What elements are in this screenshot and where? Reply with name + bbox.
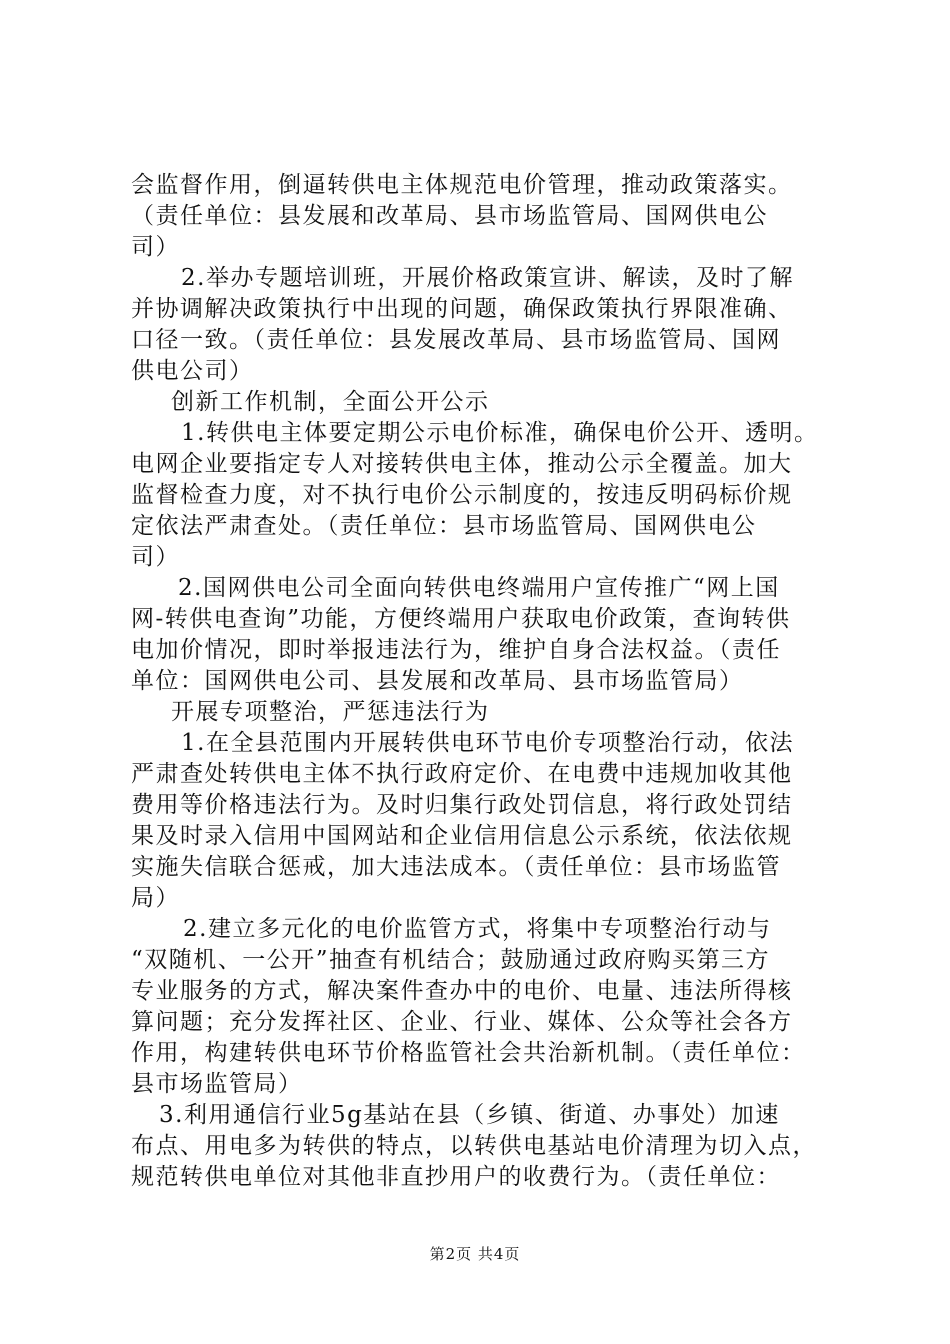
body-line: 严肃查处转供电主体不执行政府定价、在电费中违规加收其他 — [131, 761, 793, 787]
body-line: “双随机、一公开”抽查有机结合；鼓励通过政府购买第三方 — [131, 947, 771, 973]
body-line: 网-转供电查询”功能，方便终端用户获取电价政策，查询转供 — [131, 606, 791, 632]
body-line: 并协调解决政策执行中出现的问题，确保政策执行界限准确、 — [131, 296, 793, 322]
body-line: 费用等价格违法行为。及时归集行政处罚信息，将行政处罚结 — [131, 792, 793, 818]
paragraph-start: 2.建立多元化的电价监管方式，将集中专项整治行动与 — [183, 916, 772, 942]
body-line: 会监督作用，倒逼转供电主体规范电价管理，推动政策落实。 — [131, 172, 793, 198]
section-heading: 开展专项整治，严惩违法行为 — [171, 699, 490, 725]
body-line: 算问题；充分发挥社区、企业、行业、媒体、公众等社会各方 — [131, 1009, 793, 1035]
body-line: 电网企业要指定专人对接转供电主体，推动公示全覆盖。加大 — [131, 451, 793, 477]
paragraph-start: 2.国网供电公司全面向转供电终端用户宣传推广“网上国 — [178, 575, 780, 601]
body-line: 专业服务的方式，解决案件查办中的电价、电量、违法所得核 — [131, 978, 793, 1004]
body-line: 电加价情况，即时举报违法行为，维护自身合法权益。（责任 — [131, 637, 781, 663]
paragraph-start: 2.举办专题培训班，开展价格政策宣讲、解读，及时了解 — [181, 265, 794, 291]
body-line: 供电公司） — [131, 358, 254, 384]
body-line: 定依法严肃查处。（责任单位：县市场监管局、国网供电公 — [131, 513, 757, 539]
body-line: 作用，构建转供电环节价格监管社会共治新机制。（责任单位： — [131, 1040, 806, 1066]
body-line: 口径一致。（责任单位：县发展改革局、县市场监管局、国网 — [131, 327, 781, 353]
body-line: 布点、用电多为转供的特点，以转供电基站电价清理为切入点， — [131, 1133, 817, 1159]
body-line: 局） — [131, 885, 180, 911]
body-line: 监督检查力度，对不执行电价公示制度的，按违反明码标价规 — [131, 482, 793, 508]
document-body — [131, 170, 831, 1193]
body-line: 司） — [131, 544, 180, 570]
section-heading: 创新工作机制，全面公开公示 — [171, 389, 490, 415]
body-line: 县市场监管局） — [131, 1071, 303, 1097]
page-number-footer: 第2页 共4页 — [429, 1245, 521, 1263]
body-line: 司） — [131, 234, 180, 260]
body-line: 单位：国网供电公司、县发展和改革局、县市场监管局） — [131, 668, 744, 694]
body-line: 实施失信联合惩戒，加大违法成本。（责任单位：县市场监管 — [131, 854, 781, 880]
body-line: 规范转供电单位对其他非直抄用户的收费行为。（责任单位： — [131, 1164, 781, 1190]
body-line: （责任单位：县发展和改革局、县市场监管局、国网供电公 — [131, 203, 768, 229]
paragraph-start: 1.在全县范围内开展转供电环节电价专项整治行动，依法 — [181, 730, 794, 756]
paragraph-start: 1.转供电主体要定期公示电价标准，确保电价公开、透明。 — [181, 420, 819, 446]
body-line: 果及时录入信用中国网站和企业信用信息公示系统，依法依规 — [131, 823, 793, 849]
paragraph-start: 3.利用通信行业5g基站在县（乡镇、街道、办事处）加速 — [159, 1102, 780, 1128]
